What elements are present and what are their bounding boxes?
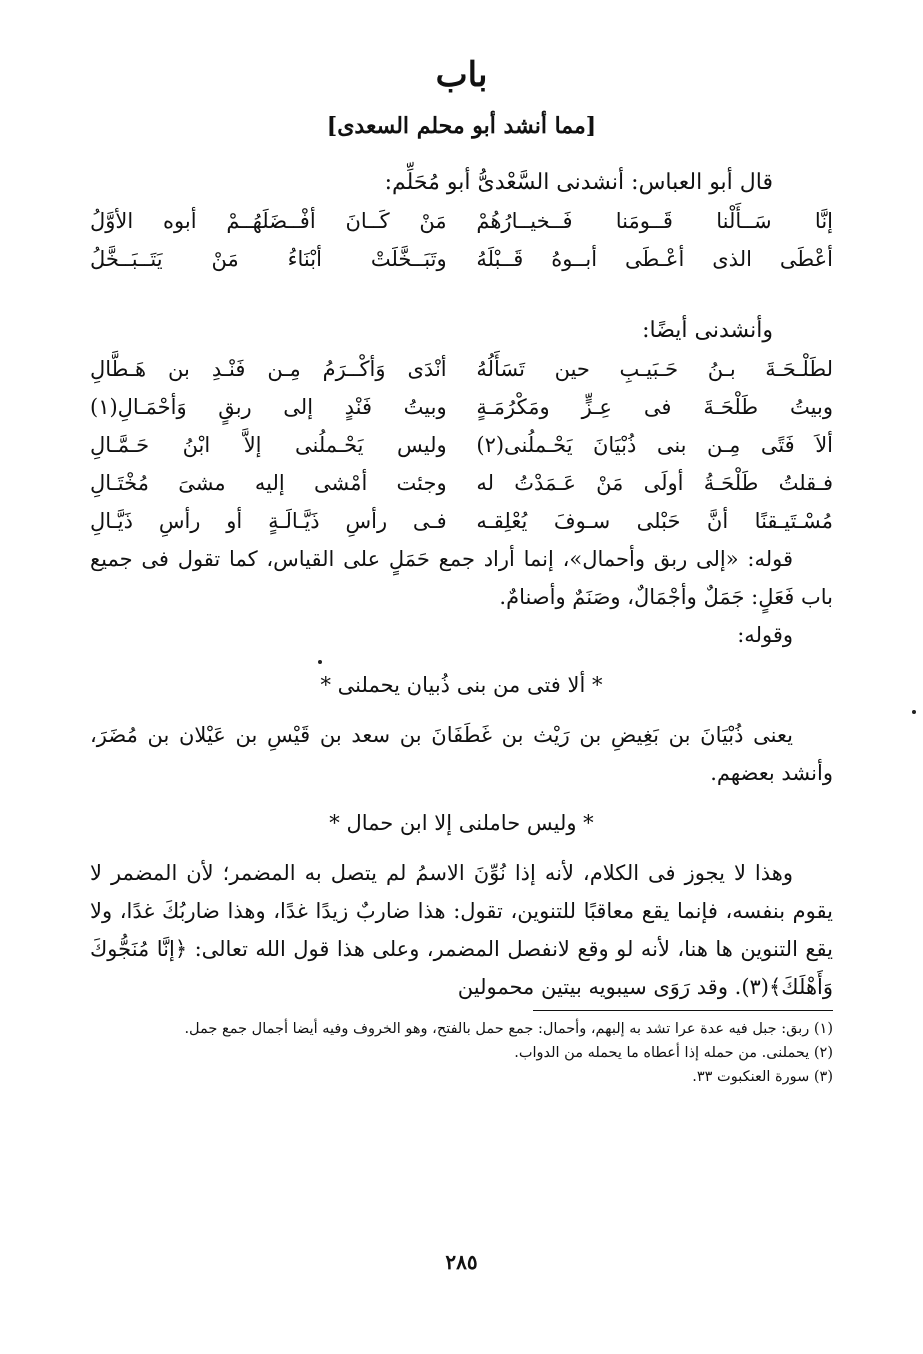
verse-line (90, 202, 833, 240)
ink-speck (912, 710, 916, 714)
verse-line (90, 426, 833, 464)
verse-second-half: وتَبَــخَّلَتْ أبْنَاءُ مَنْ يَتَــبَــخَّلُ (90, 247, 447, 271)
footnote: (٢) يحملنى. من حمله إذا أعطاه ما يحمله من الدواب. (514, 1045, 833, 1061)
verse-second-half: مَنْ كَــانَ أفْــضَلَهُــمْ أبوه الأوَّلُ (90, 209, 447, 233)
verse-line (90, 502, 833, 540)
quoted-verse: * وليس حاملنى إلا ابن حمال * (329, 811, 594, 835)
verse-first-half: مُسْـتَيـقنًا أنَّ حَبْلى سـوفَ يُعْلِقـه (476, 509, 833, 533)
verse-line (90, 388, 833, 426)
commentary-paragraph: وهذا لا يجوز فى الكلام، لأنه إذا نُوِّنَ الاسمُ لم يتصل به المضمر؛ لأن المضمر لا يقوم بنفسه، فإنما يقع معاقبًا للتنوين، تقول: هذا ضاربٌ زيدًا غدًا، وهذا ضاربُكَ غدًا، ولا يقع التنوين ها هنا، لأنه لو وقع لانفصل المضمر، وعلى هذا قول الله تعالى: ﴿إنَّا مُنَجُّوكَ وَأَهْلَكَ﴾(٣). وقد رَوَى سيبويه بيتين محمولين (90, 861, 833, 999)
verse-second-half: وليس يَحْـملُنى إلاَّ ابْنُ حَـمَّـالِ (90, 433, 447, 457)
footnote: (١) ربق: جبل فيه عدة عرا تشد به إلبهم، وأحمال: جمع حمل بالفتح، وهو الخروف وفيه أيضا أجمال جمع جمل. (184, 1021, 833, 1037)
footnote: (٣) سورة العنكبوت ٣٣. (692, 1069, 833, 1085)
verse-first-half: ألاَ فَتًى مِـن بنى ذُبْيَانَ يَحْـملُنى(٢) (476, 433, 833, 457)
verse-line (90, 350, 833, 388)
chapter-subtitle: [مما أنشد أبو محلم السعدى] (326, 113, 597, 139)
verse-second-half: وجئت أمْشى إليه مشىَ مُخْتَـالِ (90, 471, 447, 495)
chapter-title: باب (435, 55, 488, 95)
verse-line (90, 240, 833, 278)
poem-intro: قال أبو العباس: أنشدنى السَّعْدىُّ أبو مُحَلِّم: (384, 170, 773, 195)
quoted-verse: * ألا فتى من بنى ذُبيان يحملنى * (320, 673, 603, 697)
ink-speck (318, 660, 322, 664)
commentary-paragraph: يعنى ذُبْيَانَ بن بَغِيضِ بن رَيْث بن غَطَفَانَ بن سعد بن قَيْسِ بن عَيْلان بن مُضَرَ، وأنشد بعضهم. (90, 723, 833, 785)
verse-first-half: أعْطَى الذى أعْـطَى أبــوهُ قَــبْلَهُ (476, 247, 833, 271)
verse-line (90, 464, 833, 502)
verse-first-half: فـقلتُ طَلْحَـةُ أولَى مَنْ عَـمَدْتُ له (476, 471, 833, 495)
page-number: ٢٨٥ (445, 1250, 478, 1274)
poem-intro-2: وأنشدنى أيضًا: (642, 318, 773, 343)
commentary-label: وقوله: (737, 623, 793, 647)
verse-second-half: فـى رأسِ ذَيَّـالَـةٍ أو رأسِ ذَيَّـالِ (90, 509, 447, 533)
poem-2 (90, 350, 833, 540)
verse-second-half: وبيتُ فَنْدٍ إلى ربقٍ وَأحْمَـالِ(١) (90, 395, 447, 419)
commentary-paragraph: قوله: «إلى ربق وأحمال»، إنما أراد جمع حَمَلٍ على القياس، كما تقول فى جميع باب فَعَلٍ: جَمَلٌ وأجْمَالٌ، وصَنَمٌ وأصنامٌ. (90, 547, 833, 609)
poem-1 (90, 202, 833, 278)
verse-first-half: وبيتُ طَلْحَـةَ فى عِـزٍّ ومَكْرُمَـةٍ (476, 395, 833, 419)
verse-second-half: أنْدَى وَأكْــرَمُ مِـن فَنْـدِ بن هَـطَّالِ (90, 357, 447, 381)
verse-first-half: لطَلْـحَـةَ بـنُ حَـبَيـبِ حين تَسَأَلُهُ (476, 357, 833, 381)
verse-first-half: إنَّا سَــأَلْنا قَــومَنا فَــخيــارُهُمْ (476, 209, 833, 233)
footnote-divider (533, 1010, 833, 1011)
